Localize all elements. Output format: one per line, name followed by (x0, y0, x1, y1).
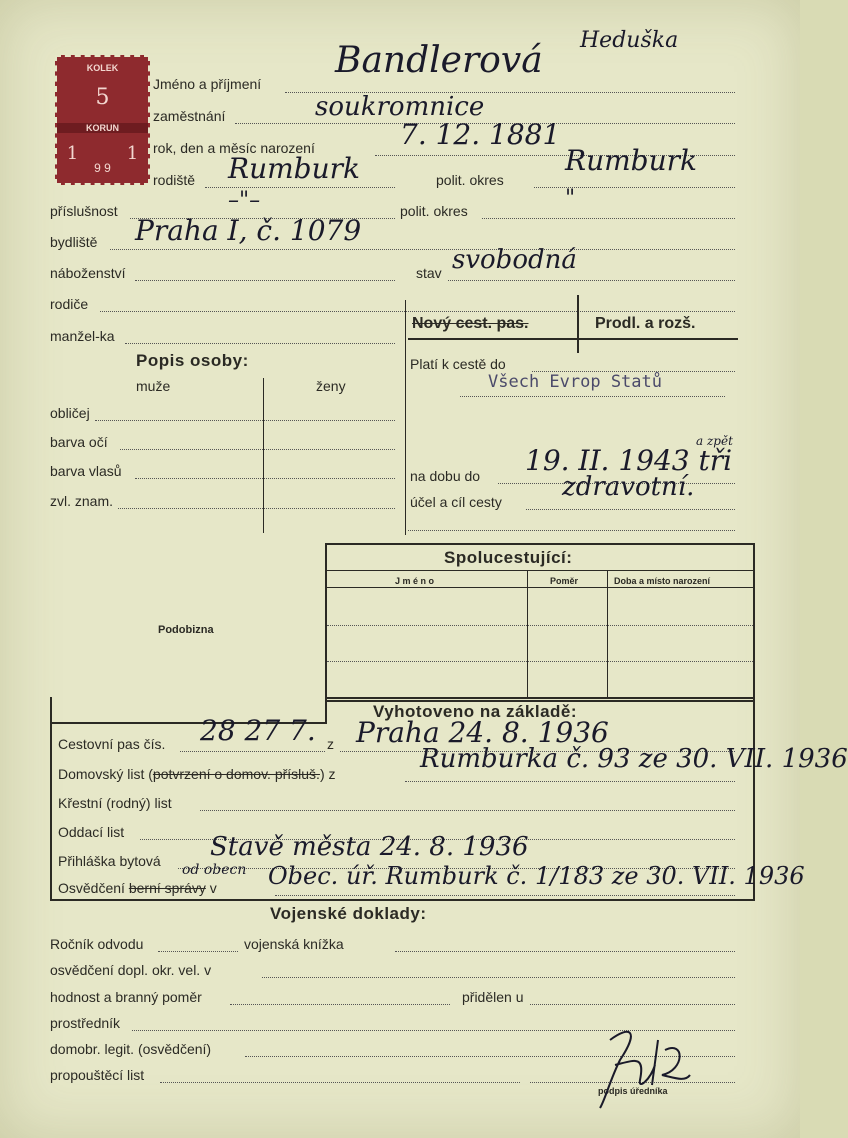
description-row-marks: zvl. znam. (50, 493, 114, 509)
description-column-divider (263, 378, 264, 533)
basis-passport-value: Praha 24. 8. 1936 (356, 716, 609, 749)
companions-divider-1 (527, 570, 528, 698)
description-line-face (95, 420, 395, 421)
companions-col-birth: Doba a místo narození (614, 576, 711, 586)
nationality-label: příslušnost (50, 203, 118, 219)
military-intermediary-label: prostředník (50, 1015, 121, 1031)
description-line-marks (118, 508, 395, 509)
signature-label: podpis úředníka (598, 1086, 668, 1096)
basis-tax-handwritten: od obecn (182, 862, 247, 878)
occupation-value: soukromnice (315, 92, 485, 122)
spouse-label: manžel-ka (50, 328, 115, 344)
description-heading: Popis osoby: (136, 351, 249, 370)
basis-box-top-right (325, 697, 753, 699)
valid-value: Všech Evrop Statů (488, 372, 662, 392)
description-row-face: obličej (50, 405, 90, 421)
religion-label: náboženství (50, 265, 126, 281)
first-name-value: Heduška (580, 28, 679, 53)
stamp-left-digit: 1 (66, 143, 79, 164)
residence-line (110, 249, 735, 250)
military-book-line (395, 951, 735, 952)
basis-homelist-label: Domovský list ( (58, 766, 153, 782)
birth-value: 7. 12. 1881 (400, 118, 561, 151)
religion-line (135, 280, 395, 281)
purpose-value: zdravotní. (562, 472, 695, 502)
district2-label: polit. okres (400, 203, 468, 219)
basis-passport-line (180, 751, 325, 752)
basis-baptism-line (200, 810, 735, 811)
nationality-value: –"– (228, 188, 261, 213)
parents-label: rodiče (50, 296, 89, 312)
companions-heading: Spolucestující: (444, 548, 573, 567)
military-assigned-line (530, 1004, 735, 1005)
birth-label: rok, den a měsíc narození (153, 140, 315, 156)
official-signature (590, 1020, 700, 1115)
description-line-hair (135, 478, 395, 479)
basis-tax-v: v (205, 880, 217, 896)
duration-label: na dobu do (410, 468, 481, 484)
residence-value: Praha I, č. 1079 (135, 214, 362, 247)
military-rank-label: hodnost a branný poměr (50, 989, 202, 1005)
revenue-stamp (55, 55, 150, 185)
duration-extra: a zpět (696, 434, 733, 448)
basis-homelist-struck: potvrzení o domov. přísluš. (152, 766, 320, 782)
basis-marriage-label: Oddací list (58, 824, 125, 840)
birthplace-label: rodiště (153, 172, 196, 188)
military-discharge-line (160, 1082, 520, 1083)
basis-tax-value: Obec. úř. Rumburk č. 1/183 ze 30. VII. 1936 (268, 862, 805, 890)
military-heading: Vojenské doklady: (270, 904, 427, 923)
military-assigned-label: přidělen u (462, 989, 524, 1005)
military-year-line (158, 951, 238, 952)
military-book-label: vojenská knížka (244, 936, 344, 952)
description-male-header: muže (136, 378, 171, 394)
stamp-top-text: KOLEK (86, 63, 119, 73)
stamp-right-digit: 1 (126, 143, 139, 164)
description-line-eyes (120, 449, 395, 450)
description-row-eyes: barva očí (50, 434, 108, 450)
basis-registration-value: Stavě města 24. 8. 1936 (210, 832, 529, 862)
basis-registration-label: Přihláška bytová (58, 853, 161, 869)
name-label: Jméno a příjmení (153, 76, 262, 92)
description-female-header: ženy (316, 378, 346, 394)
basis-baptism-label: Křestní (rodný) list (58, 795, 172, 811)
basis-passport-z: z (327, 736, 334, 752)
spouse-line (125, 343, 395, 344)
district1-label: polit. okres (436, 172, 504, 188)
purpose-line (526, 509, 735, 510)
stamp-bottom-digits: 9 9 (94, 161, 111, 175)
basis-passport-number: 28 27 7. (200, 714, 316, 747)
basis-tax-struck: berní správy (128, 880, 206, 896)
basis-homelist-line (405, 781, 735, 782)
companions-divider-2 (607, 570, 608, 698)
parents-line (100, 311, 735, 312)
companions-row-line-2 (327, 661, 753, 662)
military-cert-line (262, 977, 735, 978)
military-cert-label: osvědčení dopl. okr. vel. v (50, 962, 212, 978)
district2-line (482, 218, 735, 219)
status-line (448, 280, 735, 281)
district1-value: Rumburk (565, 144, 697, 177)
basis-tax-label: Osvědčení (58, 880, 129, 896)
companions-col-relation: Poměr (550, 576, 579, 586)
military-legit-label: domobr. legit. (osvědčení) (50, 1041, 212, 1057)
basis-tax-line (275, 895, 735, 896)
status-value: svobodná (452, 245, 577, 275)
purpose-line-2 (408, 530, 735, 531)
right-column-divider (405, 300, 406, 535)
stamp-band-text: KORUN (57, 123, 148, 133)
stamp-value: 5 (95, 85, 110, 110)
photo-label: Podobizna (158, 624, 214, 636)
companions-row-line-1 (327, 625, 753, 626)
extension-label: Prodl. a rozš. (595, 315, 696, 332)
basis-homelist-close: ) z (319, 766, 336, 782)
basis-passport-label: Cestovní pas čís. (58, 736, 166, 752)
basis-homelist-value: Rumburka č. 93 ze 30. VII. 1936 (420, 744, 848, 774)
companions-heading-rule (327, 570, 753, 571)
valid-line-2 (460, 396, 725, 397)
military-year-label: Ročník odvodu (50, 936, 144, 952)
birthplace-value: Rumburk (228, 152, 360, 185)
residence-label: bydliště (50, 234, 98, 250)
purpose-label: účel a cíl cesty (410, 494, 502, 510)
status-label: stav (416, 265, 442, 281)
military-discharge-label: propouštěcí list (50, 1067, 145, 1083)
passport-type-divider (577, 295, 579, 353)
description-row-hair: barva vlasů (50, 463, 122, 479)
basis-box-step (325, 697, 327, 723)
district2-value: " (565, 186, 576, 211)
valid-label: Platí k cestě do (410, 356, 506, 372)
companions-col-name: J m é n o (395, 576, 435, 586)
passport-type-underline (408, 338, 738, 340)
military-rank-line (230, 1004, 450, 1005)
name-value: Bandlerová (335, 40, 543, 81)
companions-header-rule (327, 587, 753, 588)
duration-value: 19. II. 1943 tři (525, 444, 733, 477)
new-passport-label: Nový cest. pas. (412, 315, 529, 332)
occupation-label: zaměstnání (153, 108, 226, 124)
basis-heading: Vyhotoveno na základě: (373, 702, 578, 721)
